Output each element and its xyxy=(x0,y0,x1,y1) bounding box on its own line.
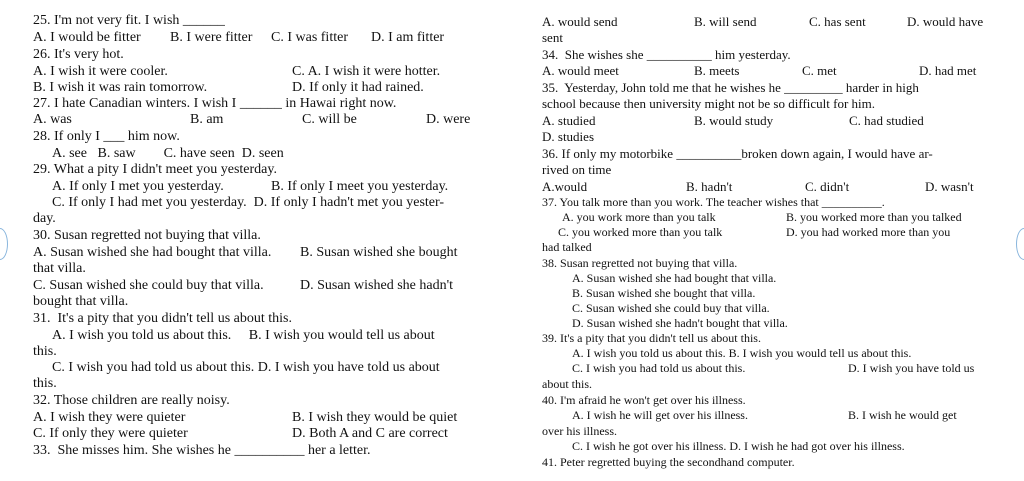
option-25d: D. I am fitter xyxy=(371,30,445,45)
options-40cd: C. I wish he got over his illness. D. I wish he had got over his illness. xyxy=(572,439,905,453)
option-30d-tail: bought that villa. xyxy=(33,294,129,309)
question-28: 28. If only I ___ him now. xyxy=(33,129,180,144)
option-30d: D. Susan wished she hadn't xyxy=(300,278,454,293)
options-31cd: C. I wish you had told us about this. D. I wish you have told us about xyxy=(52,360,440,375)
option-32a: A. I wish they were quieter xyxy=(33,410,186,425)
options-31-tail-1: this. xyxy=(33,344,57,359)
option-33-tail: sent xyxy=(542,30,563,45)
option-36b: B. hadn't xyxy=(686,179,733,194)
option-27b: B. am xyxy=(190,112,224,127)
options-29-tail: day. xyxy=(33,211,56,226)
option-26c: C. A. I wish it were hotter. xyxy=(292,64,441,79)
options-31ab: A. I wish you told us about this. B. I wish you would tell us about xyxy=(52,328,435,343)
option-38c: C. Susan wished she could buy that villa. xyxy=(572,301,770,315)
option-34a: A. would meet xyxy=(542,63,619,78)
option-39c: C. I wish you had told us about this. xyxy=(572,361,746,375)
option-34b: B. meets xyxy=(694,63,740,78)
option-30b: B. Susan wished she bought xyxy=(300,245,458,260)
question-39: 39. It's a pity that you didn't tell us about this. xyxy=(542,331,761,345)
question-30: 30. Susan regretted not buying that villa. xyxy=(33,228,261,243)
options-31-tail-2: this. xyxy=(33,376,57,391)
option-36d: D. wasn't xyxy=(925,179,974,194)
option-38d: D. Susan wished she hadn't bought that villa. xyxy=(572,316,788,330)
option-32b: B. I wish they would be quiet xyxy=(292,410,458,425)
option-29a: A. If only I met you yesterday. xyxy=(52,179,224,194)
option-33a: A. would send xyxy=(542,14,618,29)
option-26b: B. I wish it was rain tomorrow. xyxy=(33,80,208,95)
option-26d: D. If only it had rained. xyxy=(292,80,424,95)
option-40b: B. I wish he would get xyxy=(848,408,957,422)
option-30a: A. Susan wished she had bought that villa. xyxy=(33,245,272,260)
question-25: 25. I'm not very fit. I wish ______ xyxy=(33,13,225,28)
option-36c: C. didn't xyxy=(805,179,850,194)
option-38b: B. Susan wished she bought that villa. xyxy=(572,286,756,300)
right-edge-handle xyxy=(1016,228,1024,260)
option-39d: D. I wish you have told us xyxy=(848,361,975,375)
option-27a: A. was xyxy=(33,112,72,127)
option-36a: A.would xyxy=(542,179,588,194)
option-33d: D. would have xyxy=(907,14,984,29)
option-38a: A. Susan wished she had bought that villa. xyxy=(572,271,777,285)
left-edge-handle xyxy=(0,228,8,260)
question-41: 41. Peter regretted buying the secondhand computer. xyxy=(542,455,795,469)
question-36: 36. If only my motorbike __________broken down again, I would have ar- xyxy=(542,146,933,161)
question-36-tail: rived on time xyxy=(542,162,612,177)
question-37: 37. You talk more than you work. The teacher wishes that __________. xyxy=(542,195,885,209)
question-40: 40. I'm afraid he won't get over his illness. xyxy=(542,393,746,407)
question-32: 32. Those children are really noisy. xyxy=(33,393,230,408)
option-30b-tail: that villa. xyxy=(33,261,86,276)
option-26a: A. I wish it were cooler. xyxy=(33,64,168,79)
option-27c: C. will be xyxy=(302,112,357,127)
question-35-tail: school because then university might not be so difficult for him. xyxy=(542,96,876,111)
option-35d: D. studies xyxy=(542,129,594,144)
question-26: 26. It's very hot. xyxy=(33,47,124,62)
option-33b: B. will send xyxy=(694,14,757,29)
option-32c: C. If only they were quieter xyxy=(33,426,188,441)
options-28: A. see B. saw C. have seen D. seen xyxy=(52,146,284,161)
option-30c: C. Susan wished she could buy that villa. xyxy=(33,278,264,293)
option-40-tail: over his illness. xyxy=(542,424,617,438)
question-34: 34. She wishes she __________ him yesterday. xyxy=(542,47,791,62)
question-29: 29. What a pity I didn't meet you yesterday. xyxy=(33,162,277,177)
question-27: 27. I hate Canadian winters. I wish I ______ in Hawai right now. xyxy=(33,96,397,111)
option-37-tail: had talked xyxy=(542,240,592,254)
option-34d: D. had met xyxy=(919,63,977,78)
option-37b: B. you worked more than you talked xyxy=(786,210,962,224)
option-25a: A. I would be fitter xyxy=(33,30,141,45)
option-25b: B. I were fitter xyxy=(170,30,253,45)
options-39ab: A. I wish you told us about this. B. I wish you would tell us about this. xyxy=(572,346,912,360)
option-37d: D. you had worked more than you xyxy=(786,225,951,239)
question-33: 33. She misses him. She wishes he __________ her a letter. xyxy=(33,443,371,458)
option-35b: B. would study xyxy=(694,113,774,128)
option-35a: A. studied xyxy=(542,113,596,128)
option-32d: D. Both A and C are correct xyxy=(292,426,448,441)
option-29b: B. If only I meet you yesterday. xyxy=(271,179,449,194)
options-29cd: C. If only I had met you yesterday. D. If only I hadn't met you yester- xyxy=(52,195,445,210)
option-34c: C. met xyxy=(802,63,837,78)
question-35: 35. Yesterday, John told me that he wishes he _________ harder in high xyxy=(542,80,919,95)
option-33c: C. has sent xyxy=(809,14,866,29)
option-39-tail: about this. xyxy=(542,377,592,391)
option-35c: C. had studied xyxy=(849,113,924,128)
option-37a: A. you work more than you talk xyxy=(562,210,716,224)
question-31: 31. It's a pity that you didn't tell us about this. xyxy=(33,311,292,326)
option-27d: D. were xyxy=(426,112,471,127)
option-37c: C. you worked more than you talk xyxy=(558,225,723,239)
option-25c: C. I was fitter xyxy=(271,30,348,45)
question-38: 38. Susan regretted not buying that villa. xyxy=(542,256,738,270)
option-40a: A. I wish he will get over his illness. xyxy=(572,408,748,422)
